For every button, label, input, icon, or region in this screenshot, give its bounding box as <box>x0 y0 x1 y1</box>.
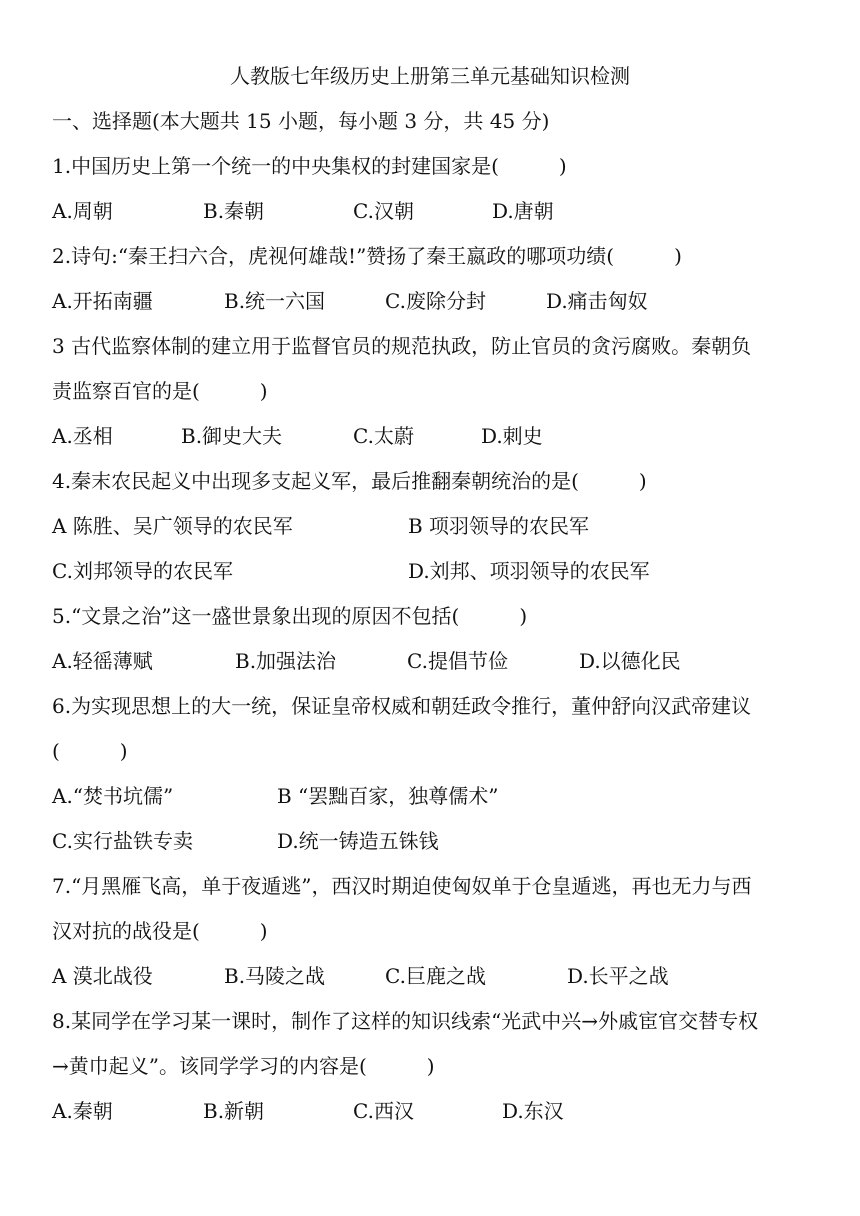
question-3-option-a: A.丞相 <box>52 424 113 448</box>
question-1-stem: 1.中国历史上第一个统一的中央集权的封建国家是( ) <box>52 154 567 178</box>
question-1-option-a: A.周朝 <box>52 199 113 223</box>
question-6-stem-line1: 6.为实现思想上的大一统，保证皇帝权威和朝廷政令推行，董仲舒向汉武帝建议 <box>52 694 752 718</box>
question-3-stem-line2: 责监察百官的是( ) <box>52 379 268 403</box>
question-5-stem: 5.“文景之治”这一盛世景象出现的原因不包括( ) <box>52 604 528 628</box>
question-6-option-d: D.统一铸造五铢钱 <box>277 829 439 853</box>
question-4-option-d: D.刘邦、项羽领导的农民军 <box>408 559 650 583</box>
question-8-option-c: C.西汉 <box>353 1099 414 1123</box>
question-3-option-b: B.御史大夫 <box>181 424 283 448</box>
question-4-stem: 4.秦末农民起义中出现多支起义军，最后推翻秦朝统治的是( ) <box>52 469 647 493</box>
question-4-option-b: B 项羽领导的农民军 <box>408 514 590 538</box>
question-1-option-d: D.唐朝 <box>492 199 554 223</box>
question-7-option-a: A 漠北战役 <box>52 964 153 988</box>
question-5-option-b: B.加强法治 <box>235 649 337 673</box>
question-2-stem: 2.诗句:“秦王扫六合，虎视何雄哉!”赞扬了秦王嬴政的哪项功绩( ) <box>52 244 682 268</box>
question-6-option-a: A.“焚书坑儒” <box>52 784 174 808</box>
question-2-option-d: D.痛击匈奴 <box>546 289 648 313</box>
question-7-option-b: B.马陵之战 <box>224 964 326 988</box>
question-7-stem-line1: 7.“月黑雁飞高，单于夜遁逃”，西汉时期迫使匈奴单于仓皇遁逃，再也无力与西 <box>52 874 752 898</box>
question-8-stem-line2: →黄巾起义”。该同学学习的内容是( ) <box>52 1054 435 1078</box>
question-5-option-a: A.轻徭薄赋 <box>52 649 153 673</box>
question-7-stem-line2: 汉对抗的战役是( ) <box>52 919 268 943</box>
question-2-option-b: B.统一六国 <box>224 289 326 313</box>
question-3-option-c: C.太蔚 <box>353 424 414 448</box>
question-3-option-d: D.刺史 <box>481 424 543 448</box>
question-4-option-a: A 陈胜、吴广领导的农民军 <box>52 514 293 538</box>
question-6-option-c: C.实行盐铁专卖 <box>52 829 193 853</box>
question-5-option-c: C.提倡节俭 <box>407 649 508 673</box>
page-title: 人教版七年级历史上册第三单元基础知识检测 <box>230 64 630 88</box>
question-2-option-c: C.废除分封 <box>385 289 486 313</box>
question-5-option-d: D.以德化民 <box>579 649 681 673</box>
question-8-option-d: D.东汉 <box>502 1099 564 1123</box>
question-7-option-d: D.长平之战 <box>567 964 669 988</box>
question-4-option-c: C.刘邦领导的农民军 <box>52 559 233 583</box>
question-6-option-b: B “罢黜百家，独尊儒术” <box>277 784 499 808</box>
question-8-option-b: B.新朝 <box>203 1099 265 1123</box>
question-3-stem-line1: 3 古代监察体制的建立用于监督官员的规范执政，防止官员的贪污腐败。秦朝负 <box>52 334 752 358</box>
question-7-option-c: C.巨鹿之战 <box>385 964 486 988</box>
question-6-stem-line2: ( ) <box>52 739 128 763</box>
question-8-option-a: A.秦朝 <box>52 1099 113 1123</box>
section-heading: 一、选择题(本大题共 15 小题，每小题 3 分，共 45 分) <box>52 109 550 133</box>
question-1-option-c: C.汉朝 <box>353 199 414 223</box>
question-2-option-a: A.开拓南疆 <box>52 289 153 313</box>
question-8-stem-line1: 8.某同学在学习某一课时，制作了这样的知识线索“光武中兴→外戚宦官交替专权 <box>52 1009 759 1033</box>
question-1-option-b: B.秦朝 <box>203 199 265 223</box>
